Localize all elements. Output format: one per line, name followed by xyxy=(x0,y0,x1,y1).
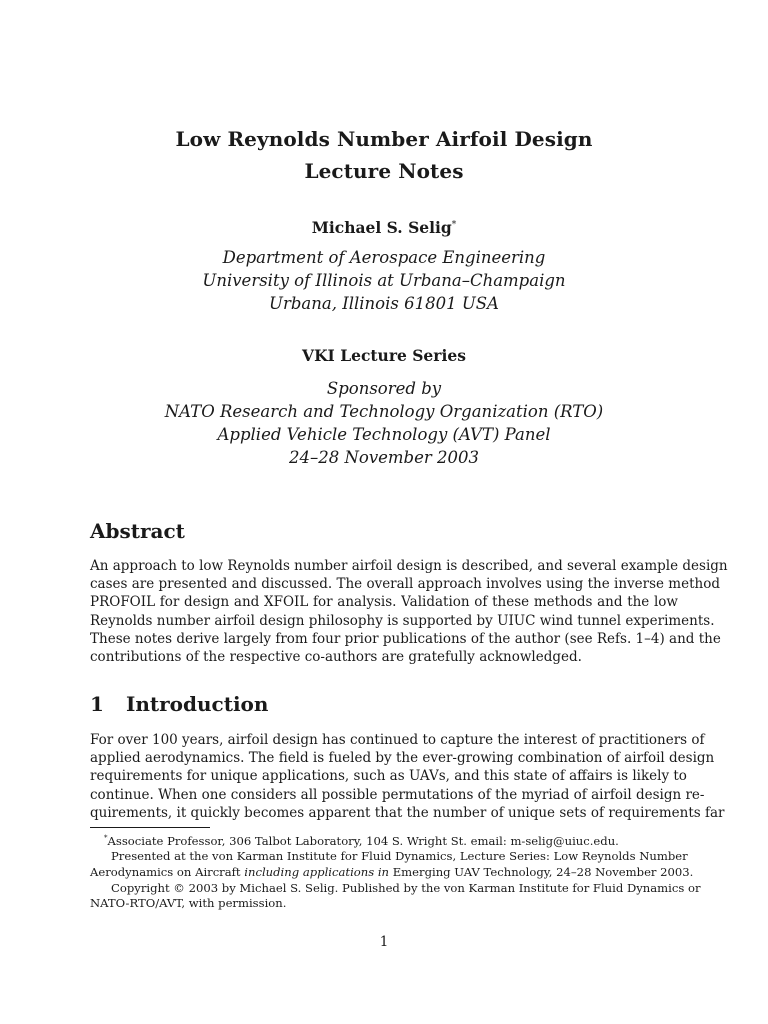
intro-line: continue. When one considers all possible permutations of the myriad of airfoil design re- xyxy=(90,786,705,803)
affiliation-line-1: Department of Aerospace Engineering xyxy=(222,248,546,267)
sponsor-line-2: NATO Research and Technology Organization (RTO) xyxy=(164,402,604,421)
intro-line: quirements, it quickly becomes apparent that the number of unique sets of requirements far xyxy=(90,804,725,821)
paper-title-line-1: Low Reynolds Number Airfoil Design xyxy=(175,127,593,151)
introduction-heading xyxy=(90,692,678,716)
author-name-text: Michael S. Selig xyxy=(311,218,452,237)
abstract-paragraph xyxy=(90,557,728,666)
paper-title-line-2: Lecture Notes xyxy=(304,159,464,183)
footnote-text: Emerging UAV Technology, 24–28 November 2003. xyxy=(389,865,694,880)
affiliation-line-3: Urbana, Illinois 61801 USA xyxy=(269,294,499,313)
footnote-text: Aerodynamics on Aircraft xyxy=(90,865,245,880)
intro-line: requirements for unique applications, such as UAVs, and this state of affairs is likely to xyxy=(90,768,687,785)
intro-line: applied aerodynamics. The field is fueled by the ever-growing combination of airfoil design xyxy=(90,750,715,767)
abstract-line: An approach to low Reynolds number airfoil design is described, and several example design xyxy=(90,558,728,574)
abstract-heading: Abstract xyxy=(90,519,185,543)
sponsor-line-3: Applied Vehicle Technology (AVT) Panel xyxy=(217,425,551,444)
footnote-copyright-cont: NATO-RTO/AVT, with permission. xyxy=(90,896,287,911)
intro-line: For over 100 years, airfoil design has continued to capture the interest of practitioners of xyxy=(90,732,705,748)
author-name xyxy=(0,218,768,237)
sponsor-date: 24–28 November 2003 xyxy=(288,448,480,467)
sponsor-line-1: Sponsored by xyxy=(326,379,442,398)
page-number: 1 xyxy=(379,934,389,950)
introduction-paragraph xyxy=(90,731,725,822)
footnote-italic-text: including applications in xyxy=(244,865,390,880)
section-number: 1 xyxy=(90,692,104,716)
abstract-line: cases are presented and discussed. The overall approach involves using the inverse method xyxy=(90,576,720,593)
lecture-series-heading: VKI Lecture Series xyxy=(302,346,466,365)
abstract-line: contributions of the respective co-authors are gratefully acknowledged. xyxy=(90,649,582,666)
footnote-presented: Presented at the von Karman Institute for Fluid Dynamics, Lecture Series: Low Reynolds Number xyxy=(111,849,688,864)
footnote-copyright: Copyright © 2003 by Michael S. Selig. Published by the von Karman Institute for Fluid Dynamics or xyxy=(111,880,701,895)
footnote-presented-cont xyxy=(90,865,694,881)
abstract-line: These notes derive largely from four prior publications of the author (see Refs. 1–4) and the xyxy=(90,630,721,647)
author-footnote-marker: * xyxy=(451,219,457,230)
footnotes xyxy=(90,831,701,912)
footnote-rule xyxy=(90,827,210,828)
section-title: Introduction xyxy=(126,692,269,716)
author-affiliation xyxy=(0,246,768,315)
footnote-author xyxy=(90,831,678,849)
footnote-marker: * xyxy=(104,834,108,842)
sponsor-block xyxy=(0,377,768,469)
abstract-line: PROFOIL for design and XFOIL for analysis. Validation of these methods and the low xyxy=(90,594,678,611)
footnote-author-text: Associate Professor, 306 Talbot Laboratory, 104 S. Wright St. email: m-selig@uiuc.edu. xyxy=(107,833,619,848)
affiliation-line-2: University of Illinois at Urbana–Champaign xyxy=(202,271,566,290)
abstract-line: Reynolds number airfoil design philosophy is supported by UIUC wind tunnel experiments. xyxy=(90,612,715,629)
